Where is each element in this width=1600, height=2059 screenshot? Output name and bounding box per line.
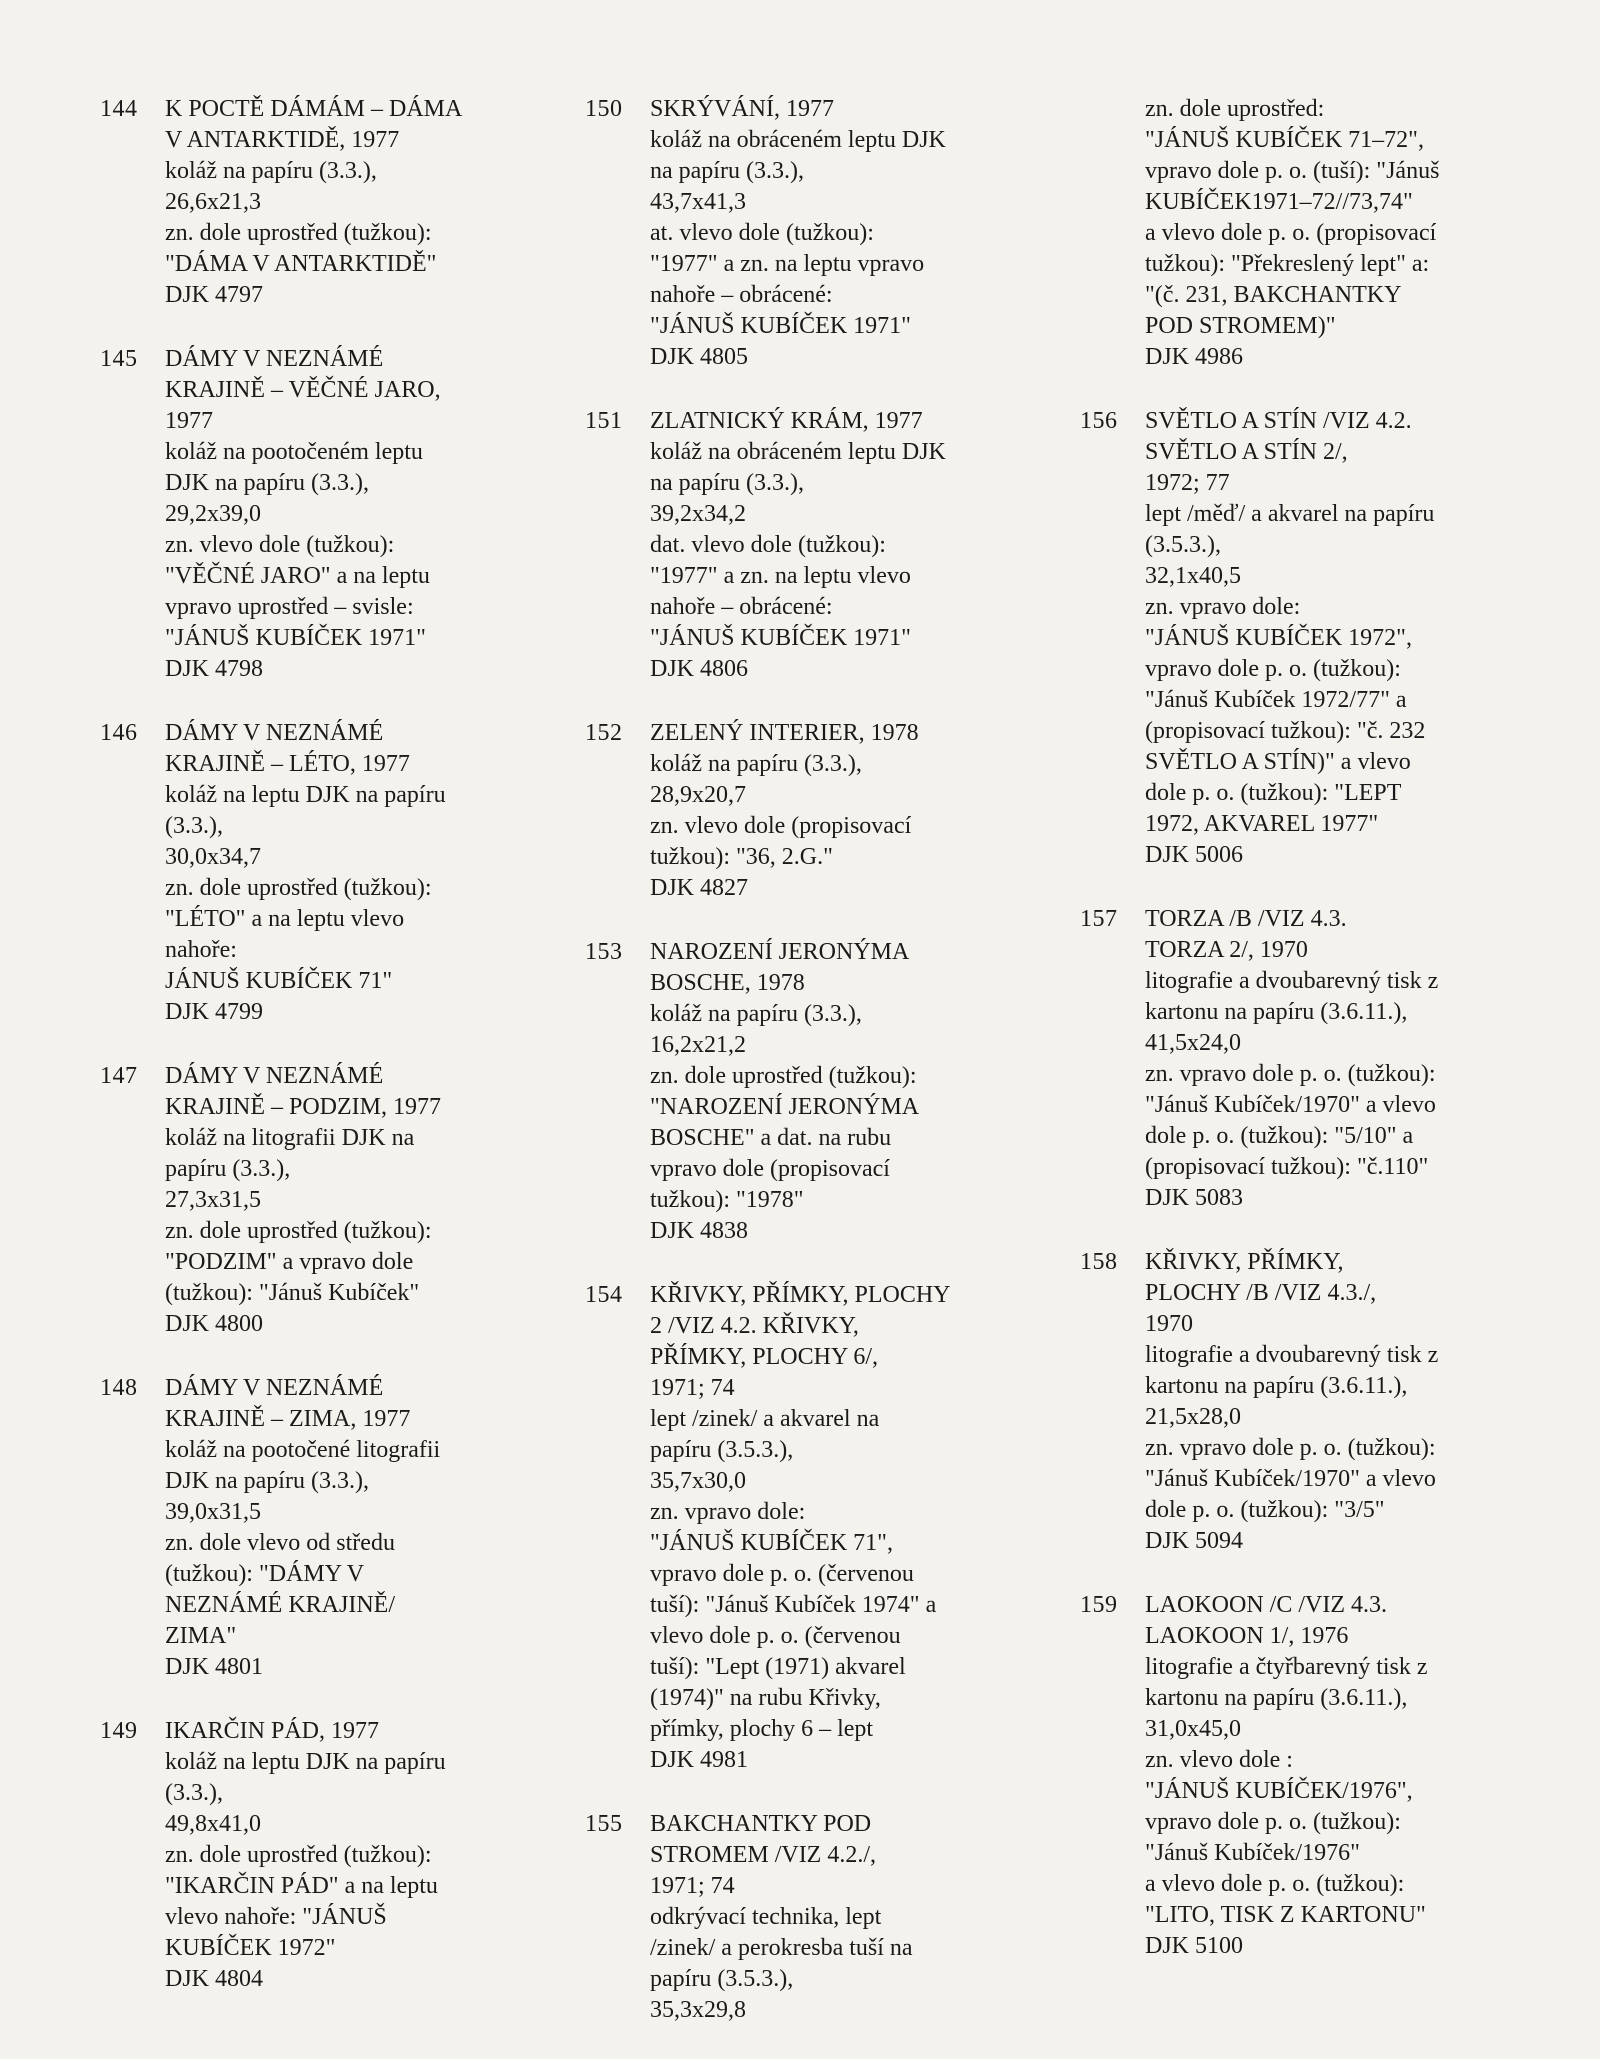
entry-line: kartonu na papíru (3.6.11.), [1145,999,1408,1025]
column-3 [1080,94,1540,1995]
catalog-entry [100,94,540,311]
entry-line: zn. dole uprostřed (tužkou): [165,1842,432,1868]
entry-line: litografie a čtyřbarevný tisk z [1145,1654,1428,1680]
entry-line: 39,0x31,5 [165,1499,261,1525]
entry-line: na papíru (3.3.), [650,470,804,496]
entry-line: DJK 4797 [165,282,264,308]
entry-number: 148 [100,1375,138,1401]
entry-line: KUBÍČEK 1972" [165,1935,336,1961]
entry-line: LAOKOON 1/, 1976 [1145,1623,1349,1649]
entry-line: vpravo dole (propisovací [650,1156,890,1182]
entry-line: DJK 4799 [165,999,264,1025]
catalog-entry [585,1809,1025,2026]
entry-line: vpravo dole p. o. (tuší): "Jánuš [1145,158,1440,184]
entry-line: 49,8x41,0 [165,1811,261,1837]
entry-line: "DÁMA V ANTARKTIDĚ" [165,251,437,277]
entry-line: (propisovací tužkou): "č. 232 [1145,718,1426,744]
entry-line: 35,7x30,0 [650,1468,746,1494]
entry-line: 16,2x21,2 [650,1032,746,1058]
entry-line: vlevo nahoře: "JÁNUŠ [165,1904,387,1930]
entry-line: papíru (3.3.), [165,1156,291,1182]
catalog-entry [100,718,540,1028]
entry-line: 35,3x29,8 [650,1997,746,2023]
entry-number: 145 [100,346,138,372]
entry-line: "1977" a zn. na leptu vpravo [650,251,925,277]
entry-line: 41,5x24,0 [1145,1030,1241,1056]
entry-line: KŘIVKY, PŘÍMKY, [1145,1249,1344,1275]
entry-line: (3.3.), [165,1780,223,1806]
entry-number: 151 [585,408,623,434]
entry-line: DÁMY V NEZNÁMÉ [165,720,384,746]
entry-line: koláž na pootočeném leptu [165,439,423,465]
entry-line: zn. vpravo dole p. o. (tužkou): [1145,1061,1436,1087]
entry-line: nahoře – obrácené: [650,594,833,620]
entry-line: "Jánuš Kubíček 1972/77" a [1145,687,1407,713]
entry-line: DJK 4986 [1145,344,1244,370]
entry-line: 1972; 77 [1145,470,1230,496]
entry-line: 30,0x34,7 [165,844,261,870]
entry-line: DÁMY V NEZNÁMÉ [165,346,384,372]
entry-line: DJK na papíru (3.3.), [165,1468,369,1494]
entry-line: DJK 5006 [1145,842,1244,868]
entry-line: KRAJINĚ – LÉTO, 1977 [165,751,410,777]
entry-line: kartonu na papíru (3.6.11.), [1145,1373,1408,1399]
entry-number: 154 [585,1282,623,1308]
entry-line: koláž na leptu DJK na papíru [165,782,446,808]
catalog-entry [585,718,1025,904]
entry-line: 1971; 74 [650,1375,735,1401]
entry-line: "JÁNUŠ KUBÍČEK 71–72", [1145,127,1424,153]
entry-line: DJK 5100 [1145,1933,1244,1959]
entry-number: 158 [1080,1249,1118,1275]
entry-line: 32,1x40,5 [1145,563,1241,589]
entry-number: 155 [585,1811,623,1837]
entry-line: DJK 4801 [165,1654,264,1680]
entry-line: odkrývací technika, lept [650,1904,882,1930]
entry-line: zn. dole uprostřed (tužkou): [165,1218,432,1244]
entry-line: DJK 4805 [650,344,749,370]
entry-line: "LITO, TISK Z KARTONU" [1145,1902,1426,1928]
entry-line: 28,9x20,7 [650,782,746,808]
entry-line: "PODZIM" a vpravo dole [165,1249,414,1275]
entry-line: POD STROMEM)" [1145,313,1336,339]
entry-line: koláž na obráceném leptu DJK [650,127,946,153]
entry-line: zn. dole uprostřed: [1145,96,1325,122]
column-2 [585,94,1025,2059]
entry-line: tužkou): "36, 2.G." [650,844,833,870]
catalog-entry [1080,1590,1540,1962]
entry-line: kartonu na papíru (3.6.11.), [1145,1685,1408,1711]
entry-line: BAKCHANTKY POD [650,1811,872,1837]
entry-line: zn. vlevo dole (tužkou): [165,532,395,558]
entry-line: 39,2x34,2 [650,501,746,527]
entry-line: KRAJINĚ – PODZIM, 1977 [165,1094,441,1120]
entry-line: IKARČIN PÁD, 1977 [165,1718,380,1744]
entry-line: (3.5.3.), [1145,532,1221,558]
entry-line: ZLATNICKÝ KRÁM, 1977 [650,408,923,434]
entry-line: "VĚČNÉ JARO" a na leptu [165,563,430,589]
entry-line: DJK 4798 [165,656,264,682]
entry-line: zn. vpravo dole: [1145,594,1301,620]
entry-line: DJK 4804 [165,1966,264,1992]
entry-line: BOSCHE" a dat. na rubu [650,1125,892,1151]
entry-line: "JÁNUŠ KUBÍČEK 1971" [165,625,426,651]
entry-line: (propisovací tužkou): "č.110" [1145,1154,1429,1180]
entry-line: (1974)" na rubu Křivky, [650,1685,881,1711]
entry-line: SVĚTLO A STÍN)" a vlevo [1145,749,1411,775]
entry-line: K POCTĚ DÁMÁM – DÁMA [165,96,463,122]
entry-line: koláž na papíru (3.3.), [650,751,862,777]
entry-line: DJK 4806 [650,656,749,682]
entry-line: nahoře: [165,937,237,963]
entry-line: a vlevo dole p. o. (propisovací [1145,220,1437,246]
entry-number: 153 [585,939,623,965]
entry-line: SVĚTLO A STÍN /VIZ 4.2. [1145,408,1412,434]
entry-line: "JÁNUŠ KUBÍČEK 1972", [1145,625,1412,651]
entry-line: "1977" a zn. na leptu vlevo [650,563,911,589]
entry-line: DÁMY V NEZNÁMÉ [165,1375,384,1401]
entry-line: vpravo dole p. o. (tužkou): [1145,656,1401,682]
entry-line: "NAROZENÍ JERONÝMA [650,1094,920,1120]
entry-line: STROMEM /VIZ 4.2./, [650,1842,877,1868]
entry-line: ZIMA" [165,1623,237,1649]
entry-line: 26,6x21,3 [165,189,261,215]
entry-line: TORZA 2/, 1970 [1145,937,1308,963]
entry-line: DJK na papíru (3.3.), [165,470,369,496]
entry-line: at. vlevo dole (tužkou): [650,220,874,246]
entry-line: DJK 4800 [165,1311,264,1337]
entry-line: 43,7x41,3 [650,189,746,215]
entry-line: PŘÍMKY, PLOCHY 6/, [650,1344,879,1370]
entry-line: zn. dole uprostřed (tužkou): [165,875,432,901]
entry-line: 31,0x45,0 [1145,1716,1241,1742]
entry-line: tužkou): "1978" [650,1187,804,1213]
entry-line: 1970 [1145,1311,1193,1337]
entry-line: "JÁNUŠ KUBÍČEK/1976", [1145,1778,1413,1804]
entry-line: dole p. o. (tužkou): "5/10" a [1145,1123,1414,1149]
entry-line: zn. dole vlevo od středu [165,1530,395,1556]
entry-line: DJK 4838 [650,1218,749,1244]
entry-line: KRAJINĚ – VĚČNÉ JARO, [165,377,441,403]
entry-line: lept /měď/ a akvarel na papíru [1145,501,1435,527]
entry-line: PLOCHY /B /VIZ 4.3./, [1145,1280,1377,1306]
entry-line: zn. vlevo dole : [1145,1747,1293,1773]
catalog-entry [585,937,1025,1247]
entry-line: (tužkou): "DÁMY V [165,1561,365,1587]
entry-line: 21,5x28,0 [1145,1404,1241,1430]
entry-line: LAOKOON /C /VIZ 4.3. [1145,1592,1387,1618]
entry-line: BOSCHE, 1978 [650,970,805,996]
entry-line: 1977 [165,408,213,434]
entry-line: "IKARČIN PÁD" a na leptu [165,1873,438,1899]
entry-line: 1972, AKVAREL 1977" [1145,811,1379,837]
entry-continuation [1080,94,1540,373]
entry-line: lept /zinek/ a akvarel na [650,1406,880,1432]
entry-number: 159 [1080,1592,1118,1618]
entry-line: zn. dole uprostřed (tužkou): [650,1063,917,1089]
entry-line: papíru (3.5.3.), [650,1437,794,1463]
entry-line: NAROZENÍ JERONÝMA [650,939,910,965]
entry-line: zn. vpravo dole: [650,1499,806,1525]
entry-number: 152 [585,720,623,746]
entry-line: V ANTARKTIDĚ, 1977 [165,127,400,153]
entry-line: TORZA /B /VIZ 4.3. [1145,906,1347,932]
entry-line: a vlevo dole p. o. (tužkou): [1145,1871,1405,1897]
entry-number: 149 [100,1718,138,1744]
entry-line: vlevo dole p. o. (červenou [650,1623,901,1649]
entry-line: KUBÍČEK1971–72//73,74" [1145,189,1413,215]
entry-line: "Jánuš Kubíček/1970" a vlevo [1145,1092,1436,1118]
entry-number: 156 [1080,408,1118,434]
entry-number: 144 [100,96,138,122]
entry-line: koláž na papíru (3.3.), [650,1001,862,1027]
entry-line: papíru (3.5.3.), [650,1966,794,1992]
entry-line: přímky, plochy 6 – lept [650,1716,874,1742]
entry-line: DJK 5094 [1145,1528,1244,1554]
entry-line: KRAJINĚ – ZIMA, 1977 [165,1406,411,1432]
entry-line: SKRÝVÁNÍ, 1977 [650,96,835,122]
entry-line: koláž na papíru (3.3.), [165,158,377,184]
entry-line: 1971; 74 [650,1873,735,1899]
entry-line: SVĚTLO A STÍN 2/, [1145,439,1348,465]
entry-line: tuší): "Jánuš Kubíček 1974" a [650,1592,937,1618]
entry-line: na papíru (3.3.), [650,158,804,184]
catalog-entry [585,1280,1025,1776]
entry-line: KŘIVKY, PŘÍMKY, PLOCHY [650,1282,951,1308]
entry-line: "Jánuš Kubíček/1976" [1145,1840,1360,1866]
entry-line: litografie a dvoubarevný tisk z [1145,1342,1439,1368]
entry-line: litografie a dvoubarevný tisk z [1145,968,1439,994]
entry-line: dole p. o. (tužkou): "LEPT [1145,780,1402,806]
entry-line: (3.3.), [165,813,223,839]
entry-line: DJK 4827 [650,875,749,901]
entry-line: 29,2x39,0 [165,501,261,527]
entry-line: vpravo uprostřed – svisle: [165,594,414,620]
entry-line: 2 /VIZ 4.2. KŘIVKY, [650,1313,859,1339]
entry-line: koláž na obráceném leptu DJK [650,439,946,465]
entry-line: zn. dole uprostřed (tužkou): [165,220,432,246]
catalog-entry [100,1061,540,1340]
entry-line: zn. vpravo dole p. o. (tužkou): [1145,1435,1436,1461]
catalog-entry [100,344,540,685]
entry-line: zn. vlevo dole (propisovací [650,813,912,839]
entry-line: JÁNUŠ KUBÍČEK 71" [165,968,393,994]
entry-line: (tužkou): "Jánuš Kubíček" [165,1280,420,1306]
entry-line: "Jánuš Kubíček/1970" a vlevo [1145,1466,1436,1492]
entry-line: DJK 4981 [650,1747,749,1773]
entry-line: tuší): "Lept (1971) akvarel [650,1654,906,1680]
entry-line: ZELENÝ INTERIER, 1978 [650,720,919,746]
entry-line: /zinek/ a perokresba tuší na [650,1935,913,1961]
entry-number: 157 [1080,906,1118,932]
entry-number: 147 [100,1063,138,1089]
entry-line: dole p. o. (tužkou): "3/5" [1145,1497,1385,1523]
entry-line: "JÁNUŠ KUBÍČEK 71", [650,1530,893,1556]
column-1 [100,94,540,2028]
entry-line: DÁMY V NEZNÁMÉ [165,1063,384,1089]
catalog-entry [1080,1247,1540,1557]
entry-line: "(č. 231, BAKCHANTKY [1145,282,1402,308]
entry-line: "JÁNUŠ KUBÍČEK 1971" [650,625,911,651]
entry-line: "LÉTO" a na leptu vlevo [165,906,405,932]
entry-number: 150 [585,96,623,122]
entry-line: koláž na pootočené litografii [165,1437,441,1463]
entry-line: vpravo dole p. o. (červenou [650,1561,914,1587]
catalog-entry [585,406,1025,685]
catalog-entry [1080,406,1540,871]
entry-line: vpravo dole p. o. (tužkou): [1145,1809,1401,1835]
entry-line: koláž na leptu DJK na papíru [165,1749,446,1775]
catalog-entry [585,94,1025,373]
entry-line: nahoře – obrácené: [650,282,833,308]
entry-line: DJK 5083 [1145,1185,1244,1211]
catalog-entry [100,1716,540,1995]
entry-line: tužkou): "Překreslený lept" a: [1145,251,1430,277]
entry-line: "JÁNUŠ KUBÍČEK 1971" [650,313,911,339]
entry-line: dat. vlevo dole (tužkou): [650,532,886,558]
entry-number: 146 [100,720,138,746]
catalog-entry [100,1373,540,1683]
entry-line: koláž na litografii DJK na [165,1125,415,1151]
catalog-entry [1080,904,1540,1214]
entry-line: 27,3x31,5 [165,1187,261,1213]
entry-line: NEZNÁMÉ KRAJINĚ/ [165,1592,395,1618]
